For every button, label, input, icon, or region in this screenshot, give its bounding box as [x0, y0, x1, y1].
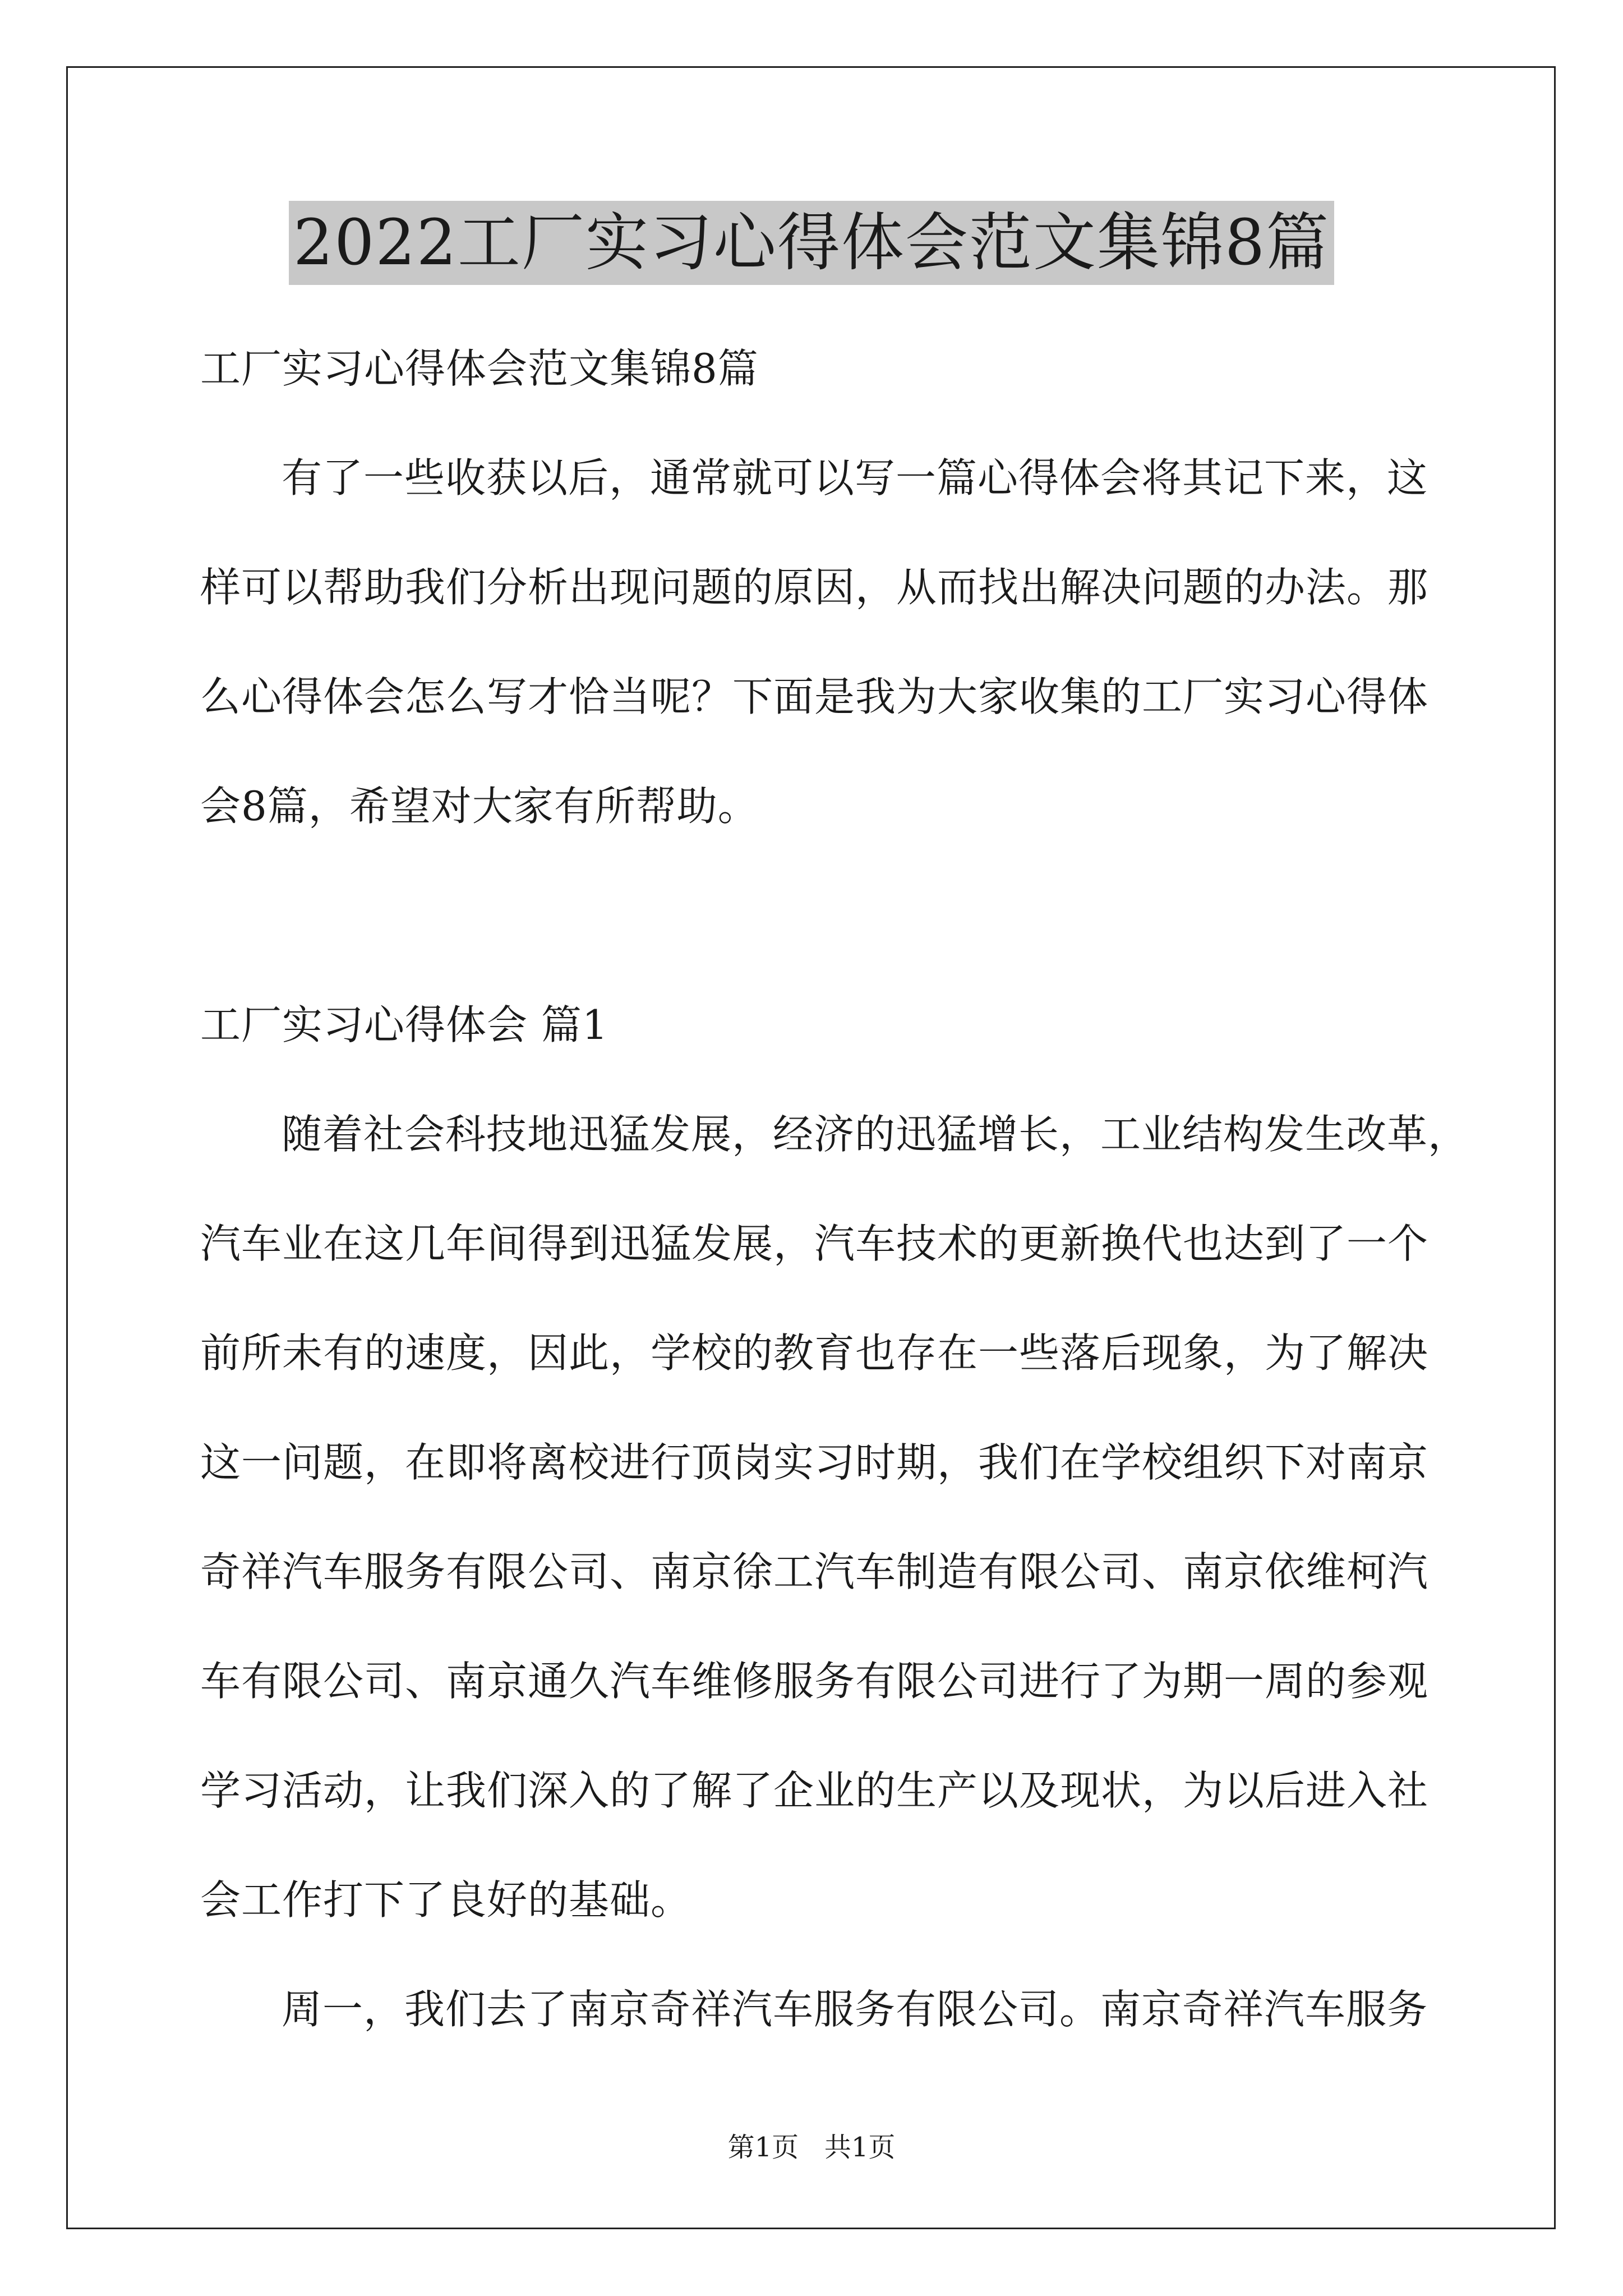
document-body [200, 314, 1469, 2064]
intro-line: 么心得体会怎么写才恰当呢？下面是我为大家收集的工厂实习心得体 [200, 673, 1429, 720]
paragraph-line: 会工作打下了良好的基础。 [200, 1876, 692, 1924]
paragraph-line: 这一问题，在即将离校进行顶岗实习时期，我们在学校组织下对南京 [200, 1439, 1429, 1486]
paragraph-line: 车有限公司、南京通久汽车维修服务有限公司进行了为期一周的参观 [200, 1658, 1429, 1705]
intro-line: 会8篇，希望对大家有所帮助。 [200, 783, 759, 830]
document-title: 2022工厂实习心得体会范文集锦8篇 [289, 201, 1334, 285]
document-subtitle: 工厂实习心得体会范文集锦8篇 [200, 345, 759, 392]
paragraph-line: 汽车业在这几年间得到迅猛发展，汽车技术的更新换代也达到了一个 [200, 1220, 1429, 1267]
paragraph-line: 周一，我们去了南京奇祥汽车服务有限公司。南京奇祥汽车服务 [282, 1986, 1428, 2033]
paragraph-line: 学习活动，让我们深入的了解了企业的生产以及现状，为以后进入社 [200, 1767, 1429, 1814]
title-container [0, 201, 1623, 285]
paragraph-line: 奇祥汽车服务有限公司、南京徐工汽车制造有限公司、南京依维柯汽 [200, 1548, 1429, 1595]
paragraph-line: 前所未有的速度，因此，学校的教育也存在一些落后现象，为了解决 [200, 1329, 1429, 1377]
paragraph-line: 随着社会科技地迅猛发展，经济的迅猛增长，工业结构发生改革， [282, 1111, 1469, 1158]
intro-line: 有了一些收获以后，通常就可以写一篇心得体会将其记下来，这 [282, 454, 1428, 501]
blank-line [200, 861, 1434, 970]
section-heading: 工厂实习心得体会 篇1 [200, 1001, 608, 1048]
intro-line: 样可以帮助我们分析出现问题的原因，从而找出解决问题的办法。那 [200, 564, 1429, 611]
page-footer: 第1页 共1页 [727, 2132, 896, 2163]
